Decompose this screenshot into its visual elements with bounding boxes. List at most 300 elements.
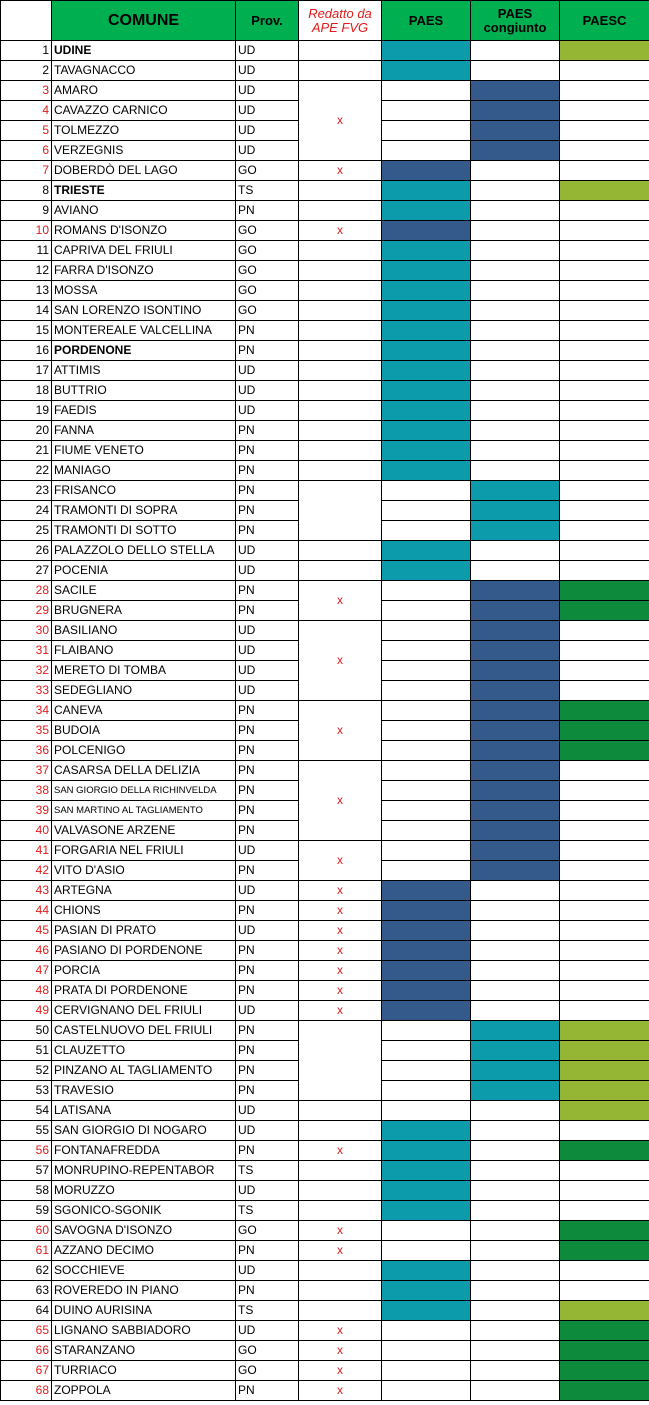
cell-comune[interactable]: FIUME VENETO (52, 441, 236, 461)
cell-paes[interactable] (382, 801, 471, 821)
cell-paes-congiunto[interactable] (471, 1381, 560, 1401)
cell-comune[interactable]: ARTEGNA (52, 881, 236, 901)
cell-paes-congiunto[interactable] (471, 1241, 560, 1261)
cell-paes[interactable] (382, 1061, 471, 1081)
cell-paes[interactable] (382, 1261, 471, 1281)
cell-paes[interactable] (382, 941, 471, 961)
cell-paes-congiunto[interactable] (471, 181, 560, 201)
cell-comune[interactable]: VALVASONE ARZENE (52, 821, 236, 841)
cell-prov[interactable]: PN (236, 321, 299, 341)
cell-paesc[interactable] (560, 641, 649, 661)
cell-paes-congiunto[interactable] (471, 421, 560, 441)
row-number[interactable]: 23 (1, 481, 52, 501)
cell-redatto-ape-fvg[interactable]: x (299, 1341, 382, 1361)
row-number[interactable]: 33 (1, 681, 52, 701)
cell-paesc[interactable] (560, 741, 649, 761)
cell-paesc[interactable] (560, 901, 649, 921)
cell-paes-congiunto[interactable] (471, 61, 560, 81)
cell-redatto-ape-fvg[interactable]: x (299, 1381, 382, 1401)
cell-paesc[interactable] (560, 301, 649, 321)
cell-paesc[interactable] (560, 281, 649, 301)
cell-redatto-ape-fvg[interactable]: x (299, 881, 382, 901)
cell-paes-congiunto[interactable] (471, 481, 560, 501)
cell-prov[interactable]: TS (236, 181, 299, 201)
cell-paes[interactable] (382, 841, 471, 861)
cell-comune[interactable]: TRAMONTI DI SOPRA (52, 501, 236, 521)
cell-paes[interactable] (382, 421, 471, 441)
cell-comune[interactable]: SGONICO-SGONIK (52, 1201, 236, 1221)
row-number[interactable]: 7 (1, 161, 52, 181)
cell-paesc[interactable] (560, 261, 649, 281)
row-number[interactable]: 57 (1, 1161, 52, 1181)
cell-prov[interactable]: GO (236, 1361, 299, 1381)
cell-paes[interactable] (382, 141, 471, 161)
cell-redatto-ape-fvg[interactable]: x (299, 841, 382, 881)
cell-prov[interactable]: UD (236, 841, 299, 861)
cell-paes[interactable] (382, 341, 471, 361)
cell-paesc[interactable] (560, 1001, 649, 1021)
row-number[interactable]: 58 (1, 1181, 52, 1201)
cell-paesc[interactable] (560, 521, 649, 541)
cell-comune[interactable]: LATISANA (52, 1101, 236, 1121)
cell-paes-congiunto[interactable] (471, 821, 560, 841)
cell-paes-congiunto[interactable] (471, 1301, 560, 1321)
row-number[interactable]: 25 (1, 521, 52, 541)
cell-prov[interactable]: PN (236, 581, 299, 601)
cell-prov[interactable]: UD (236, 681, 299, 701)
cell-paesc[interactable] (560, 1081, 649, 1101)
cell-paes-congiunto[interactable] (471, 1121, 560, 1141)
cell-redatto-ape-fvg[interactable] (299, 201, 382, 221)
row-number[interactable]: 12 (1, 261, 52, 281)
cell-comune[interactable]: ZOPPOLA (52, 1381, 236, 1401)
cell-paes-congiunto[interactable] (471, 981, 560, 1001)
cell-paes-congiunto[interactable] (471, 521, 560, 541)
cell-redatto-ape-fvg[interactable] (299, 561, 382, 581)
row-number[interactable]: 22 (1, 461, 52, 481)
cell-redatto-ape-fvg[interactable]: x (299, 81, 382, 161)
cell-prov[interactable]: TS (236, 1301, 299, 1321)
cell-prov[interactable]: PN (236, 341, 299, 361)
cell-comune[interactable]: FONTANAFREDDA (52, 1141, 236, 1161)
cell-paes[interactable] (382, 721, 471, 741)
cell-prov[interactable]: TS (236, 1161, 299, 1181)
cell-paes[interactable] (382, 781, 471, 801)
cell-comune[interactable]: BASILIANO (52, 621, 236, 641)
cell-redatto-ape-fvg[interactable] (299, 181, 382, 201)
cell-paes[interactable] (382, 921, 471, 941)
cell-comune[interactable]: PORDENONE (52, 341, 236, 361)
cell-prov[interactable]: PN (236, 941, 299, 961)
cell-prov[interactable]: PN (236, 521, 299, 541)
cell-paes[interactable] (382, 1301, 471, 1321)
cell-paes-congiunto[interactable] (471, 681, 560, 701)
cell-comune[interactable]: CERVIGNANO DEL FRIULI (52, 1001, 236, 1021)
cell-comune[interactable]: ROVEREDO IN PIANO (52, 1281, 236, 1301)
cell-paesc[interactable] (560, 1101, 649, 1121)
row-number[interactable]: 5 (1, 121, 52, 141)
cell-prov[interactable]: UD (236, 361, 299, 381)
cell-comune[interactable]: FRISANCO (52, 481, 236, 501)
cell-redatto-ape-fvg[interactable]: x (299, 1221, 382, 1241)
cell-paesc[interactable] (560, 201, 649, 221)
cell-redatto-ape-fvg[interactable] (299, 341, 382, 361)
row-number[interactable]: 24 (1, 501, 52, 521)
cell-paesc[interactable] (560, 681, 649, 701)
row-number[interactable]: 67 (1, 1361, 52, 1381)
cell-paesc[interactable] (560, 941, 649, 961)
cell-redatto-ape-fvg[interactable] (299, 1181, 382, 1201)
row-number[interactable]: 35 (1, 721, 52, 741)
cell-prov[interactable]: TS (236, 1201, 299, 1221)
cell-comune[interactable]: PINZANO AL TAGLIAMENTO (52, 1061, 236, 1081)
cell-paes-congiunto[interactable] (471, 781, 560, 801)
cell-redatto-ape-fvg[interactable]: x (299, 161, 382, 181)
cell-paes-congiunto[interactable] (471, 841, 560, 861)
cell-paesc[interactable] (560, 361, 649, 381)
row-number[interactable]: 53 (1, 1081, 52, 1101)
header-num[interactable] (1, 1, 52, 41)
cell-paes[interactable] (382, 881, 471, 901)
cell-paes-congiunto[interactable] (471, 901, 560, 921)
cell-paes[interactable] (382, 1041, 471, 1061)
cell-prov[interactable]: PN (236, 1281, 299, 1301)
cell-paesc[interactable] (560, 981, 649, 1001)
cell-comune[interactable]: MONRUPINO-REPENTABOR (52, 1161, 236, 1181)
cell-redatto-ape-fvg[interactable]: x (299, 901, 382, 921)
cell-paes[interactable] (382, 1381, 471, 1401)
cell-paes-congiunto[interactable] (471, 581, 560, 601)
cell-prov[interactable]: GO (236, 261, 299, 281)
cell-redatto-ape-fvg[interactable] (299, 61, 382, 81)
cell-paesc[interactable] (560, 1021, 649, 1041)
cell-comune[interactable]: PASIANO DI PORDENONE (52, 941, 236, 961)
cell-redatto-ape-fvg[interactable] (299, 1261, 382, 1281)
cell-paes-congiunto[interactable] (471, 881, 560, 901)
row-number[interactable]: 32 (1, 661, 52, 681)
cell-paes-congiunto[interactable] (471, 361, 560, 381)
cell-comune[interactable]: POLCENIGO (52, 741, 236, 761)
cell-paes-congiunto[interactable] (471, 621, 560, 641)
cell-redatto-ape-fvg[interactable] (299, 1101, 382, 1121)
cell-redatto-ape-fvg[interactable]: x (299, 1361, 382, 1381)
cell-comune[interactable]: SACILE (52, 581, 236, 601)
row-number[interactable]: 68 (1, 1381, 52, 1401)
cell-paes-congiunto[interactable] (471, 81, 560, 101)
cell-comune[interactable]: DUINO AURISINA (52, 1301, 236, 1321)
cell-paes-congiunto[interactable] (471, 1281, 560, 1301)
row-number[interactable]: 43 (1, 881, 52, 901)
cell-paes-congiunto[interactable] (471, 1141, 560, 1161)
cell-paes-congiunto[interactable] (471, 1041, 560, 1061)
cell-redatto-ape-fvg[interactable]: x (299, 221, 382, 241)
row-number[interactable]: 6 (1, 141, 52, 161)
cell-paes[interactable] (382, 1221, 471, 1241)
cell-paes[interactable] (382, 861, 471, 881)
cell-redatto-ape-fvg[interactable]: x (299, 701, 382, 761)
cell-redatto-ape-fvg[interactable] (299, 541, 382, 561)
cell-paes-congiunto[interactable] (471, 1181, 560, 1201)
cell-redatto-ape-fvg[interactable] (299, 1121, 382, 1141)
cell-comune[interactable]: DOBERDÒ DEL LAGO (52, 161, 236, 181)
cell-redatto-ape-fvg[interactable] (299, 1201, 382, 1221)
row-number[interactable]: 36 (1, 741, 52, 761)
cell-paesc[interactable] (560, 1361, 649, 1381)
cell-paes[interactable] (382, 221, 471, 241)
cell-paes[interactable] (382, 901, 471, 921)
row-number[interactable]: 1 (1, 41, 52, 61)
cell-paes-congiunto[interactable] (471, 1341, 560, 1361)
cell-paes[interactable] (382, 1121, 471, 1141)
cell-prov[interactable]: UD (236, 81, 299, 101)
cell-comune[interactable]: BRUGNERA (52, 601, 236, 621)
row-number[interactable]: 16 (1, 341, 52, 361)
cell-paes[interactable] (382, 761, 471, 781)
cell-paesc[interactable] (560, 581, 649, 601)
row-number[interactable]: 55 (1, 1121, 52, 1141)
cell-prov[interactable]: PN (236, 1081, 299, 1101)
cell-paes[interactable] (382, 641, 471, 661)
row-number[interactable]: 14 (1, 301, 52, 321)
cell-paes[interactable] (382, 1021, 471, 1041)
cell-paes[interactable] (382, 521, 471, 541)
cell-paesc[interactable] (560, 781, 649, 801)
cell-paes-congiunto[interactable] (471, 41, 560, 61)
cell-paesc[interactable] (560, 41, 649, 61)
cell-comune[interactable]: TAVAGNACCO (52, 61, 236, 81)
row-number[interactable]: 64 (1, 1301, 52, 1321)
cell-paes-congiunto[interactable] (471, 1221, 560, 1241)
cell-prov[interactable]: UD (236, 61, 299, 81)
cell-paes-congiunto[interactable] (471, 261, 560, 281)
cell-paes[interactable] (382, 441, 471, 461)
cell-prov[interactable]: UD (236, 1321, 299, 1341)
cell-paes-congiunto[interactable] (471, 941, 560, 961)
row-number[interactable]: 2 (1, 61, 52, 81)
cell-comune[interactable]: STARANZANO (52, 1341, 236, 1361)
row-number[interactable]: 47 (1, 961, 52, 981)
cell-paes-congiunto[interactable] (471, 961, 560, 981)
cell-paes[interactable] (382, 201, 471, 221)
cell-paes-congiunto[interactable] (471, 1061, 560, 1081)
cell-paesc[interactable] (560, 141, 649, 161)
cell-comune[interactable]: LIGNANO SABBIADORO (52, 1321, 236, 1341)
cell-paesc[interactable] (560, 1321, 649, 1341)
cell-paes-congiunto[interactable] (471, 921, 560, 941)
cell-paesc[interactable] (560, 441, 649, 461)
cell-prov[interactable]: PN (236, 1381, 299, 1401)
row-number[interactable]: 50 (1, 1021, 52, 1041)
cell-paes[interactable] (382, 261, 471, 281)
cell-paesc[interactable] (560, 1121, 649, 1141)
cell-paes-congiunto[interactable] (471, 241, 560, 261)
cell-paesc[interactable] (560, 621, 649, 641)
cell-paes-congiunto[interactable] (471, 721, 560, 741)
row-number[interactable]: 40 (1, 821, 52, 841)
cell-paesc[interactable] (560, 821, 649, 841)
cell-paes-congiunto[interactable] (471, 141, 560, 161)
header-comune[interactable]: COMUNE (52, 1, 236, 41)
cell-prov[interactable]: PN (236, 1141, 299, 1161)
cell-paes-congiunto[interactable] (471, 741, 560, 761)
cell-prov[interactable]: GO (236, 281, 299, 301)
row-number[interactable]: 60 (1, 1221, 52, 1241)
cell-paes-congiunto[interactable] (471, 641, 560, 661)
cell-paes-congiunto[interactable] (471, 1101, 560, 1121)
cell-paesc[interactable] (560, 801, 649, 821)
cell-paes-congiunto[interactable] (471, 121, 560, 141)
cell-comune[interactable]: MERETO DI TOMBA (52, 661, 236, 681)
cell-paes-congiunto[interactable] (471, 1161, 560, 1181)
cell-paes[interactable] (382, 561, 471, 581)
cell-comune[interactable]: ATTIMIS (52, 361, 236, 381)
cell-paesc[interactable] (560, 1341, 649, 1361)
cell-paes[interactable] (382, 581, 471, 601)
cell-paesc[interactable] (560, 181, 649, 201)
cell-paes-congiunto[interactable] (471, 861, 560, 881)
cell-prov[interactable]: PN (236, 781, 299, 801)
cell-comune[interactable]: TRAMONTI DI SOTTO (52, 521, 236, 541)
cell-paes[interactable] (382, 1141, 471, 1161)
cell-comune[interactable]: MOSSA (52, 281, 236, 301)
cell-redatto-ape-fvg[interactable] (299, 481, 382, 541)
row-number[interactable]: 27 (1, 561, 52, 581)
row-number[interactable]: 30 (1, 621, 52, 641)
cell-redatto-ape-fvg[interactable]: x (299, 961, 382, 981)
cell-prov[interactable]: UD (236, 101, 299, 121)
cell-comune[interactable]: FORGARIA NEL FRIULI (52, 841, 236, 861)
cell-prov[interactable]: UD (236, 1101, 299, 1121)
cell-paesc[interactable] (560, 1281, 649, 1301)
row-number[interactable]: 52 (1, 1061, 52, 1081)
cell-comune[interactable]: CAPRIVA DEL FRIULI (52, 241, 236, 261)
cell-paes-congiunto[interactable] (471, 301, 560, 321)
row-number[interactable]: 48 (1, 981, 52, 1001)
cell-paes[interactable] (382, 1101, 471, 1121)
cell-comune[interactable]: MORUZZO (52, 1181, 236, 1201)
cell-redatto-ape-fvg[interactable] (299, 1301, 382, 1321)
cell-paes-congiunto[interactable] (471, 281, 560, 301)
cell-paes-congiunto[interactable] (471, 661, 560, 681)
cell-prov[interactable]: PN (236, 1021, 299, 1041)
header-paes-congiunto[interactable] (471, 1, 560, 41)
cell-paes-congiunto[interactable] (471, 101, 560, 121)
cell-prov[interactable]: UD (236, 661, 299, 681)
cell-paesc[interactable] (560, 601, 649, 621)
cell-prov[interactable]: UD (236, 621, 299, 641)
cell-paes[interactable] (382, 361, 471, 381)
row-number[interactable]: 65 (1, 1321, 52, 1341)
cell-paes-congiunto[interactable] (471, 1361, 560, 1381)
row-number[interactable]: 46 (1, 941, 52, 961)
cell-paes[interactable] (382, 661, 471, 681)
cell-prov[interactable]: PN (236, 441, 299, 461)
row-number[interactable]: 17 (1, 361, 52, 381)
cell-comune[interactable]: SAN LORENZO ISONTINO (52, 301, 236, 321)
cell-prov[interactable]: PN (236, 861, 299, 881)
cell-redatto-ape-fvg[interactable]: x (299, 1241, 382, 1261)
cell-paesc[interactable] (560, 961, 649, 981)
cell-comune[interactable]: AVIANO (52, 201, 236, 221)
cell-prov[interactable]: UD (236, 541, 299, 561)
cell-redatto-ape-fvg[interactable] (299, 321, 382, 341)
cell-paes-congiunto[interactable] (471, 1261, 560, 1281)
cell-prov[interactable]: PN (236, 1041, 299, 1061)
cell-paesc[interactable] (560, 1041, 649, 1061)
cell-paesc[interactable] (560, 861, 649, 881)
cell-redatto-ape-fvg[interactable] (299, 1161, 382, 1181)
row-number[interactable]: 42 (1, 861, 52, 881)
cell-prov[interactable]: PN (236, 1241, 299, 1261)
cell-prov[interactable]: PN (236, 801, 299, 821)
cell-paesc[interactable] (560, 401, 649, 421)
cell-redatto-ape-fvg[interactable] (299, 461, 382, 481)
cell-prov[interactable]: GO (236, 1221, 299, 1241)
cell-comune[interactable]: TRAVESIO (52, 1081, 236, 1101)
cell-paes-congiunto[interactable] (471, 341, 560, 361)
cell-paesc[interactable] (560, 81, 649, 101)
cell-comune[interactable]: SAN MARTINO AL TAGLIAMENTO (52, 801, 236, 821)
cell-prov[interactable]: UD (236, 381, 299, 401)
cell-paesc[interactable] (560, 381, 649, 401)
cell-paesc[interactable] (560, 1201, 649, 1221)
cell-prov[interactable]: PN (236, 981, 299, 1001)
cell-paesc[interactable] (560, 721, 649, 741)
cell-prov[interactable]: PN (236, 761, 299, 781)
cell-paes[interactable] (382, 1161, 471, 1181)
cell-prov[interactable]: PN (236, 201, 299, 221)
cell-paesc[interactable] (560, 1381, 649, 1401)
cell-comune[interactable]: AZZANO DECIMO (52, 1241, 236, 1261)
header-paes[interactable]: PAES (382, 1, 471, 41)
cell-comune[interactable]: BUTTRIO (52, 381, 236, 401)
cell-comune[interactable]: MONTEREALE VALCELLINA (52, 321, 236, 341)
row-number[interactable]: 29 (1, 601, 52, 621)
cell-paes[interactable] (382, 1081, 471, 1101)
cell-paes-congiunto[interactable] (471, 1081, 560, 1101)
cell-redatto-ape-fvg[interactable]: x (299, 1321, 382, 1341)
cell-comune[interactable]: FANNA (52, 421, 236, 441)
row-number[interactable]: 62 (1, 1261, 52, 1281)
cell-prov[interactable]: GO (236, 1341, 299, 1361)
cell-prov[interactable]: PN (236, 1061, 299, 1081)
cell-paes[interactable] (382, 1341, 471, 1361)
cell-paesc[interactable] (560, 1221, 649, 1241)
cell-paes[interactable] (382, 1281, 471, 1301)
cell-redatto-ape-fvg[interactable] (299, 1021, 382, 1101)
cell-paes[interactable] (382, 321, 471, 341)
cell-paes[interactable] (382, 101, 471, 121)
cell-comune[interactable]: CAVAZZO CARNICO (52, 101, 236, 121)
cell-comune[interactable]: PRATA DI PORDENONE (52, 981, 236, 1001)
row-number[interactable]: 38 (1, 781, 52, 801)
cell-prov[interactable]: GO (236, 161, 299, 181)
cell-redatto-ape-fvg[interactable] (299, 381, 382, 401)
cell-prov[interactable]: UD (236, 881, 299, 901)
row-number[interactable]: 61 (1, 1241, 52, 1261)
cell-paesc[interactable] (560, 221, 649, 241)
cell-prov[interactable]: UD (236, 641, 299, 661)
cell-paes-congiunto[interactable] (471, 221, 560, 241)
row-number[interactable]: 10 (1, 221, 52, 241)
row-number[interactable]: 37 (1, 761, 52, 781)
cell-comune[interactable]: PORCIA (52, 961, 236, 981)
row-number[interactable]: 45 (1, 921, 52, 941)
cell-paes[interactable] (382, 1361, 471, 1381)
cell-comune[interactable]: CANEVA (52, 701, 236, 721)
cell-prov[interactable]: PN (236, 501, 299, 521)
cell-comune[interactable]: VITO D'ASIO (52, 861, 236, 881)
